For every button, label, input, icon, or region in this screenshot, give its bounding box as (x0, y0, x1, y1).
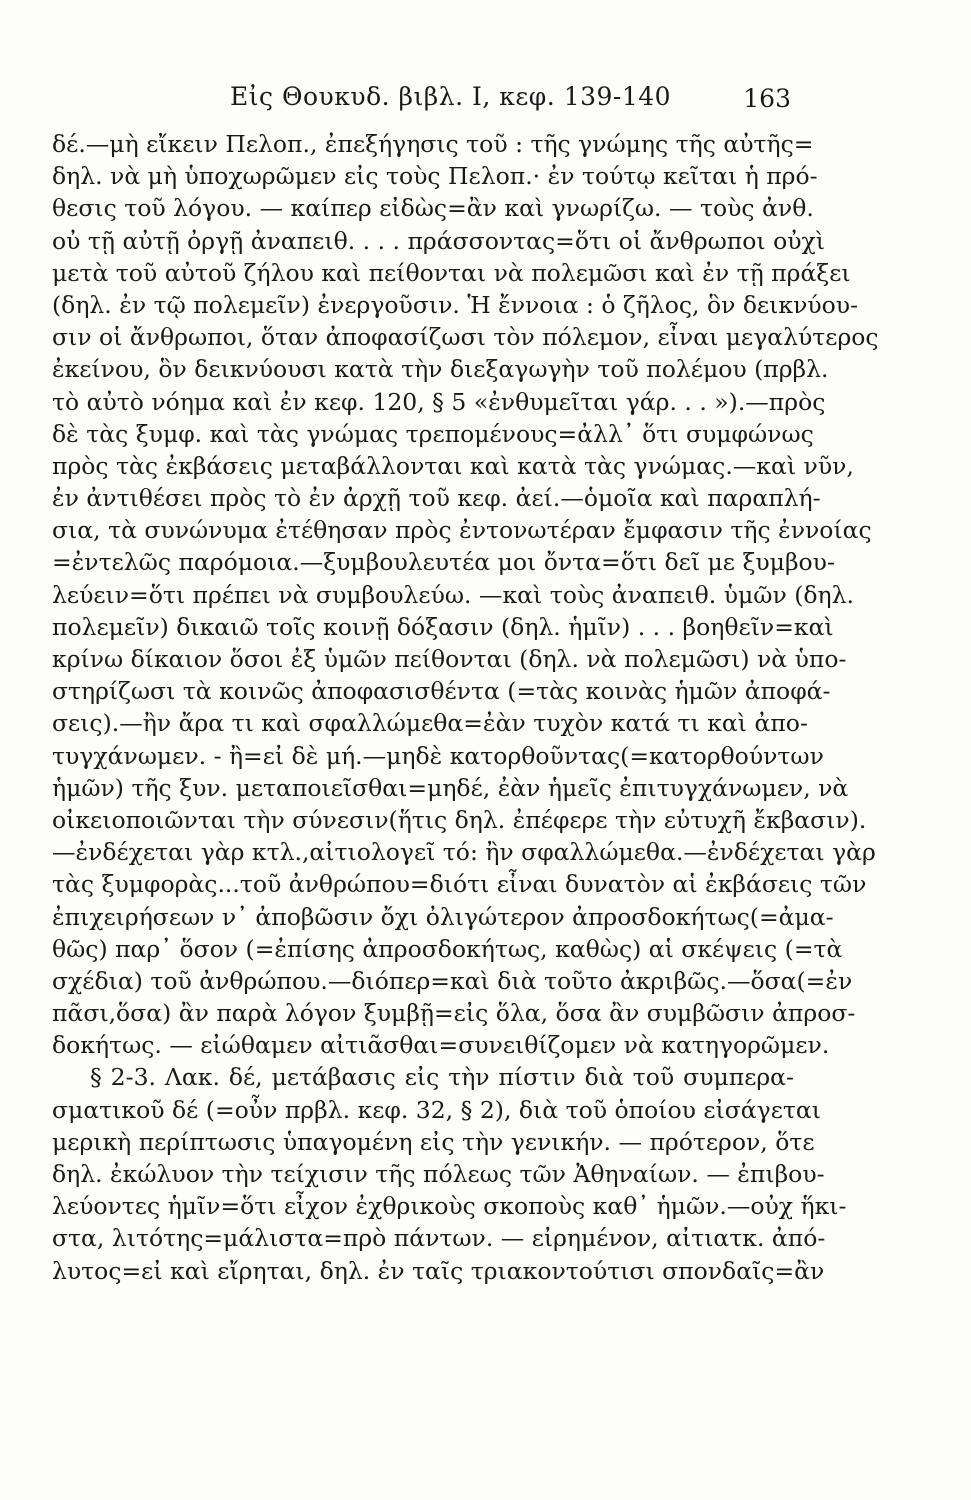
text-line: δηλ. νὰ μὴ ὑποχωρῶμεν εἰς τοὺς Πελοπ.· ἐν τούτῳ κεῖται ἡ πρό- (52, 162, 818, 191)
text-line: σχέδια) τοῦ ἀνθρώπου.—διόπερ=καὶ διὰ τοῦτο ἀκριβῶς.—ὅσα(=ἐν (52, 966, 853, 995)
text-line: μετὰ τοῦ αὐτοῦ ζήλου καὶ πείθονται νὰ πολεμῶσι καὶ ἐν τῇ πράξει (52, 258, 851, 287)
text-line: =ἐντελῶς παρόμοια.—ξυμβουλευτέα μοι ὄντα=ὅτι δεῖ με ξυμβου- (52, 548, 835, 577)
text-line: ἐκείνου, ὃν δεικνύουσι κατὰ τὴν διεξαγωγὴν τοῦ πολέμου (πρβλ. (52, 355, 829, 384)
text-line: δοκήτως. — εἰώθαμεν αἰτιᾶσθαι=συνειθίζομεν νὰ κατηγορῶμεν. (52, 1031, 830, 1060)
text-line: (δηλ. ἐν τῷ πολεμεῖν) ἐνεργοῦσιν. Ἡ ἔννοια : ὁ ζῆλος, ὃν δεικνύου- (52, 290, 859, 319)
text-line: πᾶσι,ὅσα) ἂν παρὰ λόγον ξυμβῇ=εἰς ὅλα, ὅσα ἂν συμβῶσιν ἀπροσ- (52, 999, 856, 1028)
text-line: στα, λιτότης=μάλιστα=πρὸ πάντων. — εἰρημένον, αἰτιατκ. ἀπό- (52, 1224, 826, 1253)
text-line: —ἐνδέχεται γὰρ κτλ.,αἰτιολογεῖ τό: ἢν σφαλλώμεθα.—ἐνδέχεται γὰρ (52, 838, 876, 867)
text-line: λεύοντες ἡμῖν=ὅτι εἶχον ἐχθρικοὺς σκοποὺς καθ᾽ ἡμῶν.—οὐχ ἥκι- (52, 1192, 847, 1221)
text-line: σιν οἱ ἄνθρωποι, ὅταν ἀποφασίζωσι τὸν πόλεμον, εἶναι μεγαλύτερος (52, 323, 879, 352)
text-line: στηρίζωσι τὰ κοινῶς ἀποφασισθέντα (=τὰς κοινὰς ἡμῶν ἀποφά- (52, 677, 831, 706)
text-line: σματικοῦ δέ (=οὖν πρβλ. κεφ. 32, § 2), διὰ τοῦ ὁποίου εἰσάγεται (52, 1095, 821, 1124)
commentary-text (52, 128, 879, 1287)
text-line: τὰς ξυμφορὰς...τοῦ ἀνθρώπου=διότι εἶναι δυνατὸν αἱ ἐκβάσεις τῶν (52, 870, 867, 899)
text-line: σεις).—ἢν ἄρα τι καὶ σφαλλώμεθα=ἐὰν τυχὸν κατά τι καὶ ἀπο- (52, 709, 808, 738)
text-line: πρὸς τὰς ἐκβάσεις μεταβάλλονται καὶ κατὰ τὰς γνώμας.—καὶ νῦν, (52, 451, 854, 480)
text-line: ἡμῶν) τῆς ξυν. μεταποιεῖσθαι=μηδέ, ἐὰν ἡμεῖς ἐπιτυγχάνωμεν, νὰ (52, 773, 849, 802)
text-line: § 2-3. Λακ. δέ, μετάβασις εἰς τὴν πίστιν διὰ τοῦ συμπερα- (90, 1063, 794, 1092)
text-line: δηλ. ἐκώλυον τὴν τείχισιν τῆς πόλεως τῶν Ἀθηναίων. — ἐπιβου- (52, 1160, 825, 1188)
text-line: θεσις τοῦ λόγου. — καίπερ εἰδὼς=ἂν καὶ γνωρίζω. — τοὺς ἀνθ. (52, 194, 814, 223)
text-line: τυγχάνωμεν. - ἢ=εἰ δὲ μή.—μηδὲ κατορθοῦντας(=κατορθούντων (52, 741, 824, 770)
text-line: λεύειν=ὅτι πρέπει νὰ συμβουλεύω. —καὶ τοὺς ἀναπειθ. ὑμῶν (δηλ. (52, 580, 854, 609)
text-line: τὸ αὐτὸ νόημα καὶ ἐν κεφ. 120, § 5 «ἐνθυμεῖται γάρ. . . »).—πρὸς (52, 387, 826, 416)
text-line: δὲ τὰς ξυμφ. καὶ τὰς γνώμας τρεπομένους=ἀλλ᾽ ὅτι συμφώνως (52, 419, 814, 448)
text-line: λυτος=εἰ καὶ εἴρηται, δηλ. ἐν ταῖς τριακοντούτισι σπονδαῖς=ἂν (52, 1256, 825, 1285)
text-line: κρίνω δίκαιον ὅσοι ἐξ ὑμῶν πείθονται (δηλ. νὰ πολεμῶσι) νὰ ὑπο- (52, 645, 847, 673)
text-line: πολεμεῖν) δικαιῶ τοῖς κοινῇ δόξασιν (δηλ. ἡμῖν) . . . βοηθεῖν=καὶ (52, 612, 834, 641)
page-header (0, 82, 971, 122)
text-line: οὐ τῇ αὐτῇ ὀργῇ ἀναπειθ. . . . πράσσοντας=ὅτι οἱ ἄνθρωποι οὐχὶ (52, 226, 825, 255)
text-line: θῶς) παρ᾽ ὅσον (=ἐπίσης ἀπροσδοκήτως, καθὼς) αἱ σκέψεις (=τὰ (52, 934, 843, 963)
text-line: οἰκειοποιῶνται τὴν σύνεσιν(ἥτις δηλ. ἐπέφερε τὴν εὐτυχῆ ἔκβασιν). (52, 805, 867, 834)
text-line: ἐπιχειρήσεων ν᾽ ἀποβῶσιν ὄχι ὀλιγώτερον ἀπροσδοκήτως(=ἀμα- (52, 902, 834, 931)
text-line: δέ.—μὴ εἴκειν Πελοπ., ἐπεξήγησις τοῦ : τῆς γνώμης τῆς αὐτῆς= (52, 130, 814, 158)
text-line: σια, τὰ συνώνυμα ἐτέθησαν πρὸς ἐντονωτέραν ἔμφασιν τῆς ἐννοίας (52, 516, 872, 545)
text-line: μερικὴ περίπτωσις ὑπαγομένη εἰς τὴν γενικήν. — πρότερον, ὅτε (52, 1127, 815, 1156)
running-head: Εἰς Θουκυδ. βιβλ. I, κεφ. 139-140 (230, 82, 672, 111)
page-number: 163 (743, 84, 791, 113)
text-line: ἐν ἀντιθέσει πρὸς τὸ ἐν ἀρχῇ τοῦ κεφ. ἀεί.—ὁμοῖα καὶ παραπλή- (52, 484, 821, 513)
